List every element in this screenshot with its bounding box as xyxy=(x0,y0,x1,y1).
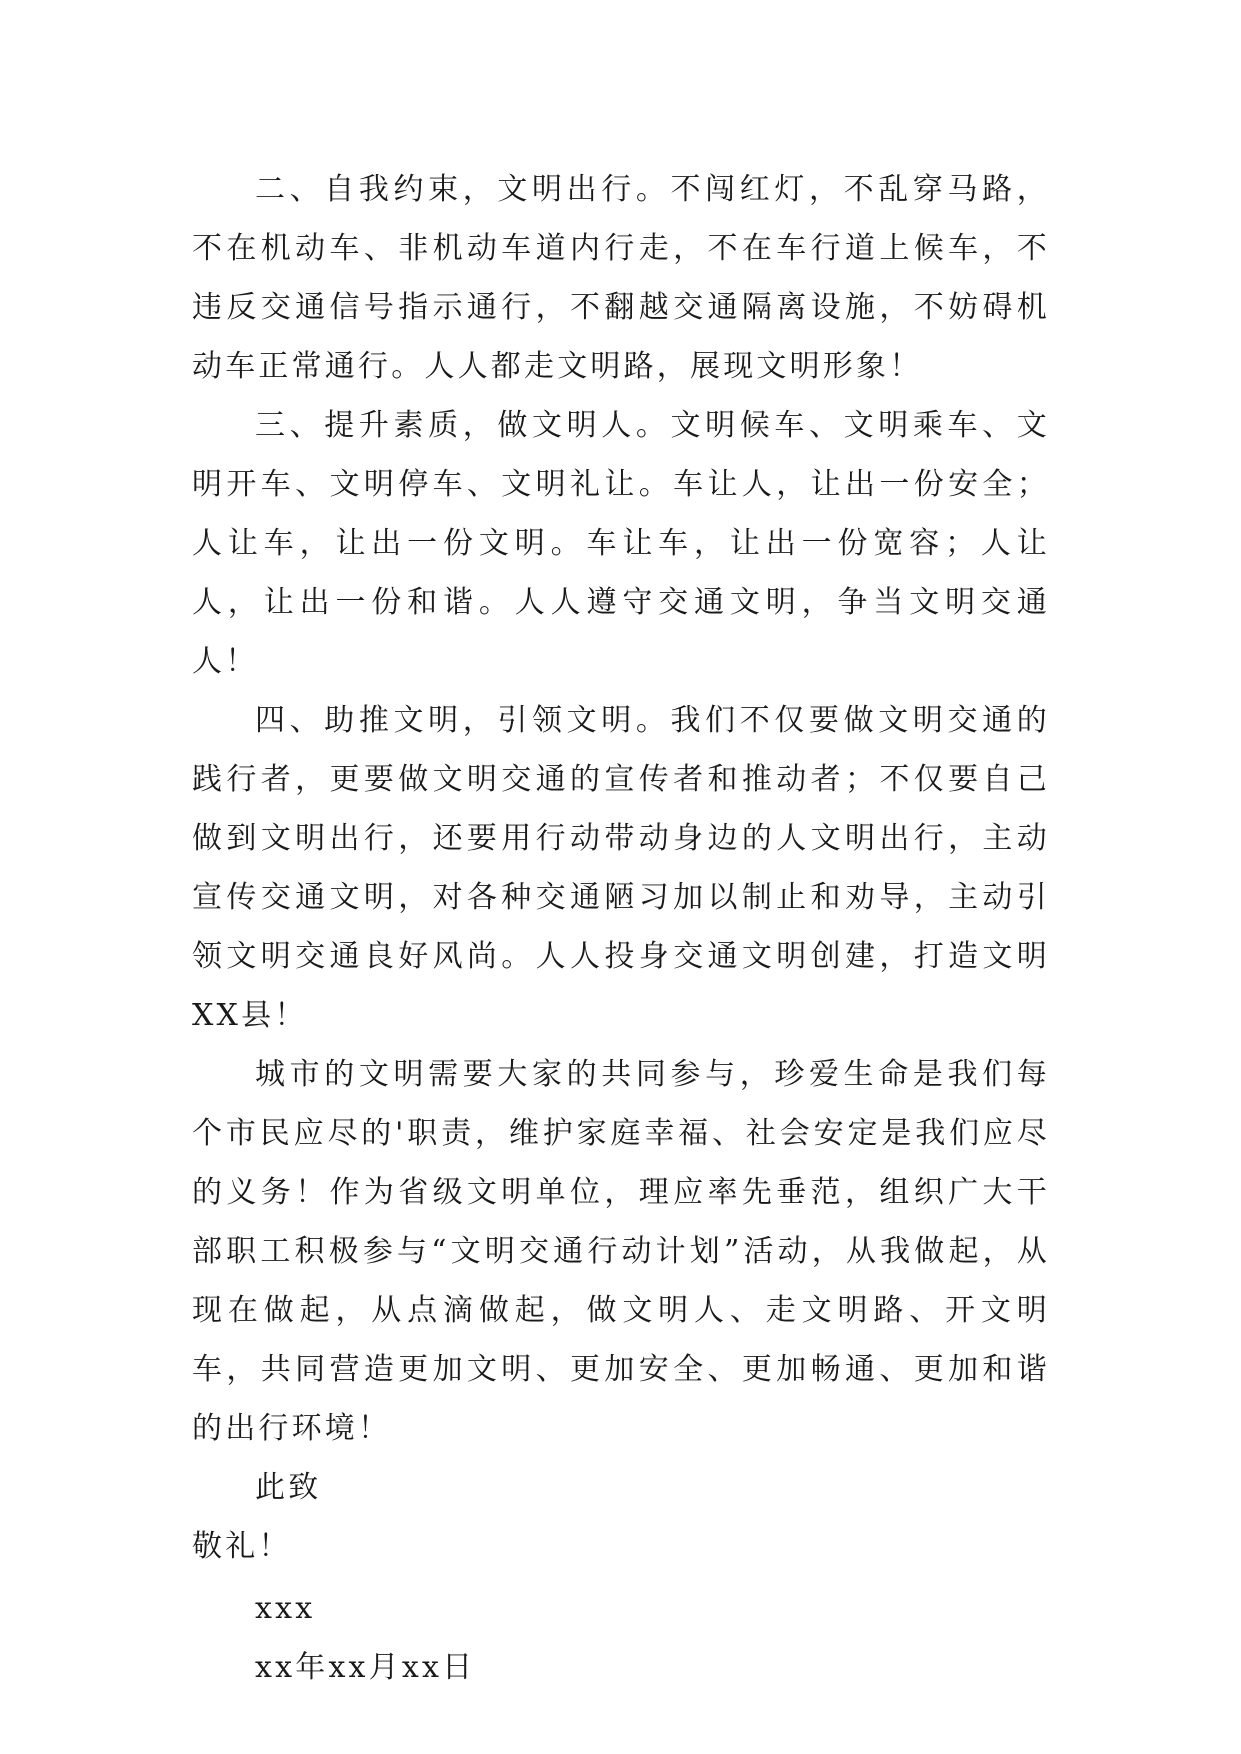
salutation: 敬礼！ xyxy=(192,1529,292,1564)
signature-date: xx年xx月xx日 xyxy=(255,1650,476,1685)
paragraph-promote-civilization: 四、助推文明，引领文明。我们不仅要做文明交通的践行者，更要做文明交通的宣传者和推动者；不仅要自己做到文明出行，还要用行动带动身边的人文明出行，主动宣传交通文明，对各种交通陋习加以制止和劝导，主动引领文明交通良好风尚。人人投身交通文明创建，打造文明XX县！ xyxy=(192,703,1050,1033)
paragraph-self-discipline: 二、自我约束，文明出行。不闯红灯，不乱穿马路，不在机动车、非机动车道内行走，不在车行道上候车，不违反交通信号指示通行，不翻越交通隔离设施，不妨碍机动车正常通行。人人都走文明路，展现文明形象！ xyxy=(192,172,1050,384)
paragraph-improve-quality: 三、提升素质，做文明人。文明候车、文明乘车、文明开车、文明停车、文明礼让。车让人，让出一份安全；人让车，让出一份文明。车让车，让出一份宽容；人让人，让出一份和谐。人人遵守交通文明，争当文明交通人！ xyxy=(192,408,1050,679)
paragraph-city-civilization: 城市的文明需要大家的共同参与，珍爱生命是我们每个市民应尽的'职责，维护家庭幸福、社会安定是我们应尽的义务！作为省级文明单位，理应率先垂范，组织广大干部职工积极参与“文明交通行动计划”活动，从我做起，从现在做起，从点滴做起，做文明人、走文明路、开文明车，共同营造更加文明、更加安全、更加畅通、更加和谐的出行环境！ xyxy=(192,1057,1050,1446)
letter-body xyxy=(192,160,1050,1697)
closing-phrase: 此致 xyxy=(255,1470,322,1505)
signature-name: xxx xyxy=(255,1591,316,1626)
